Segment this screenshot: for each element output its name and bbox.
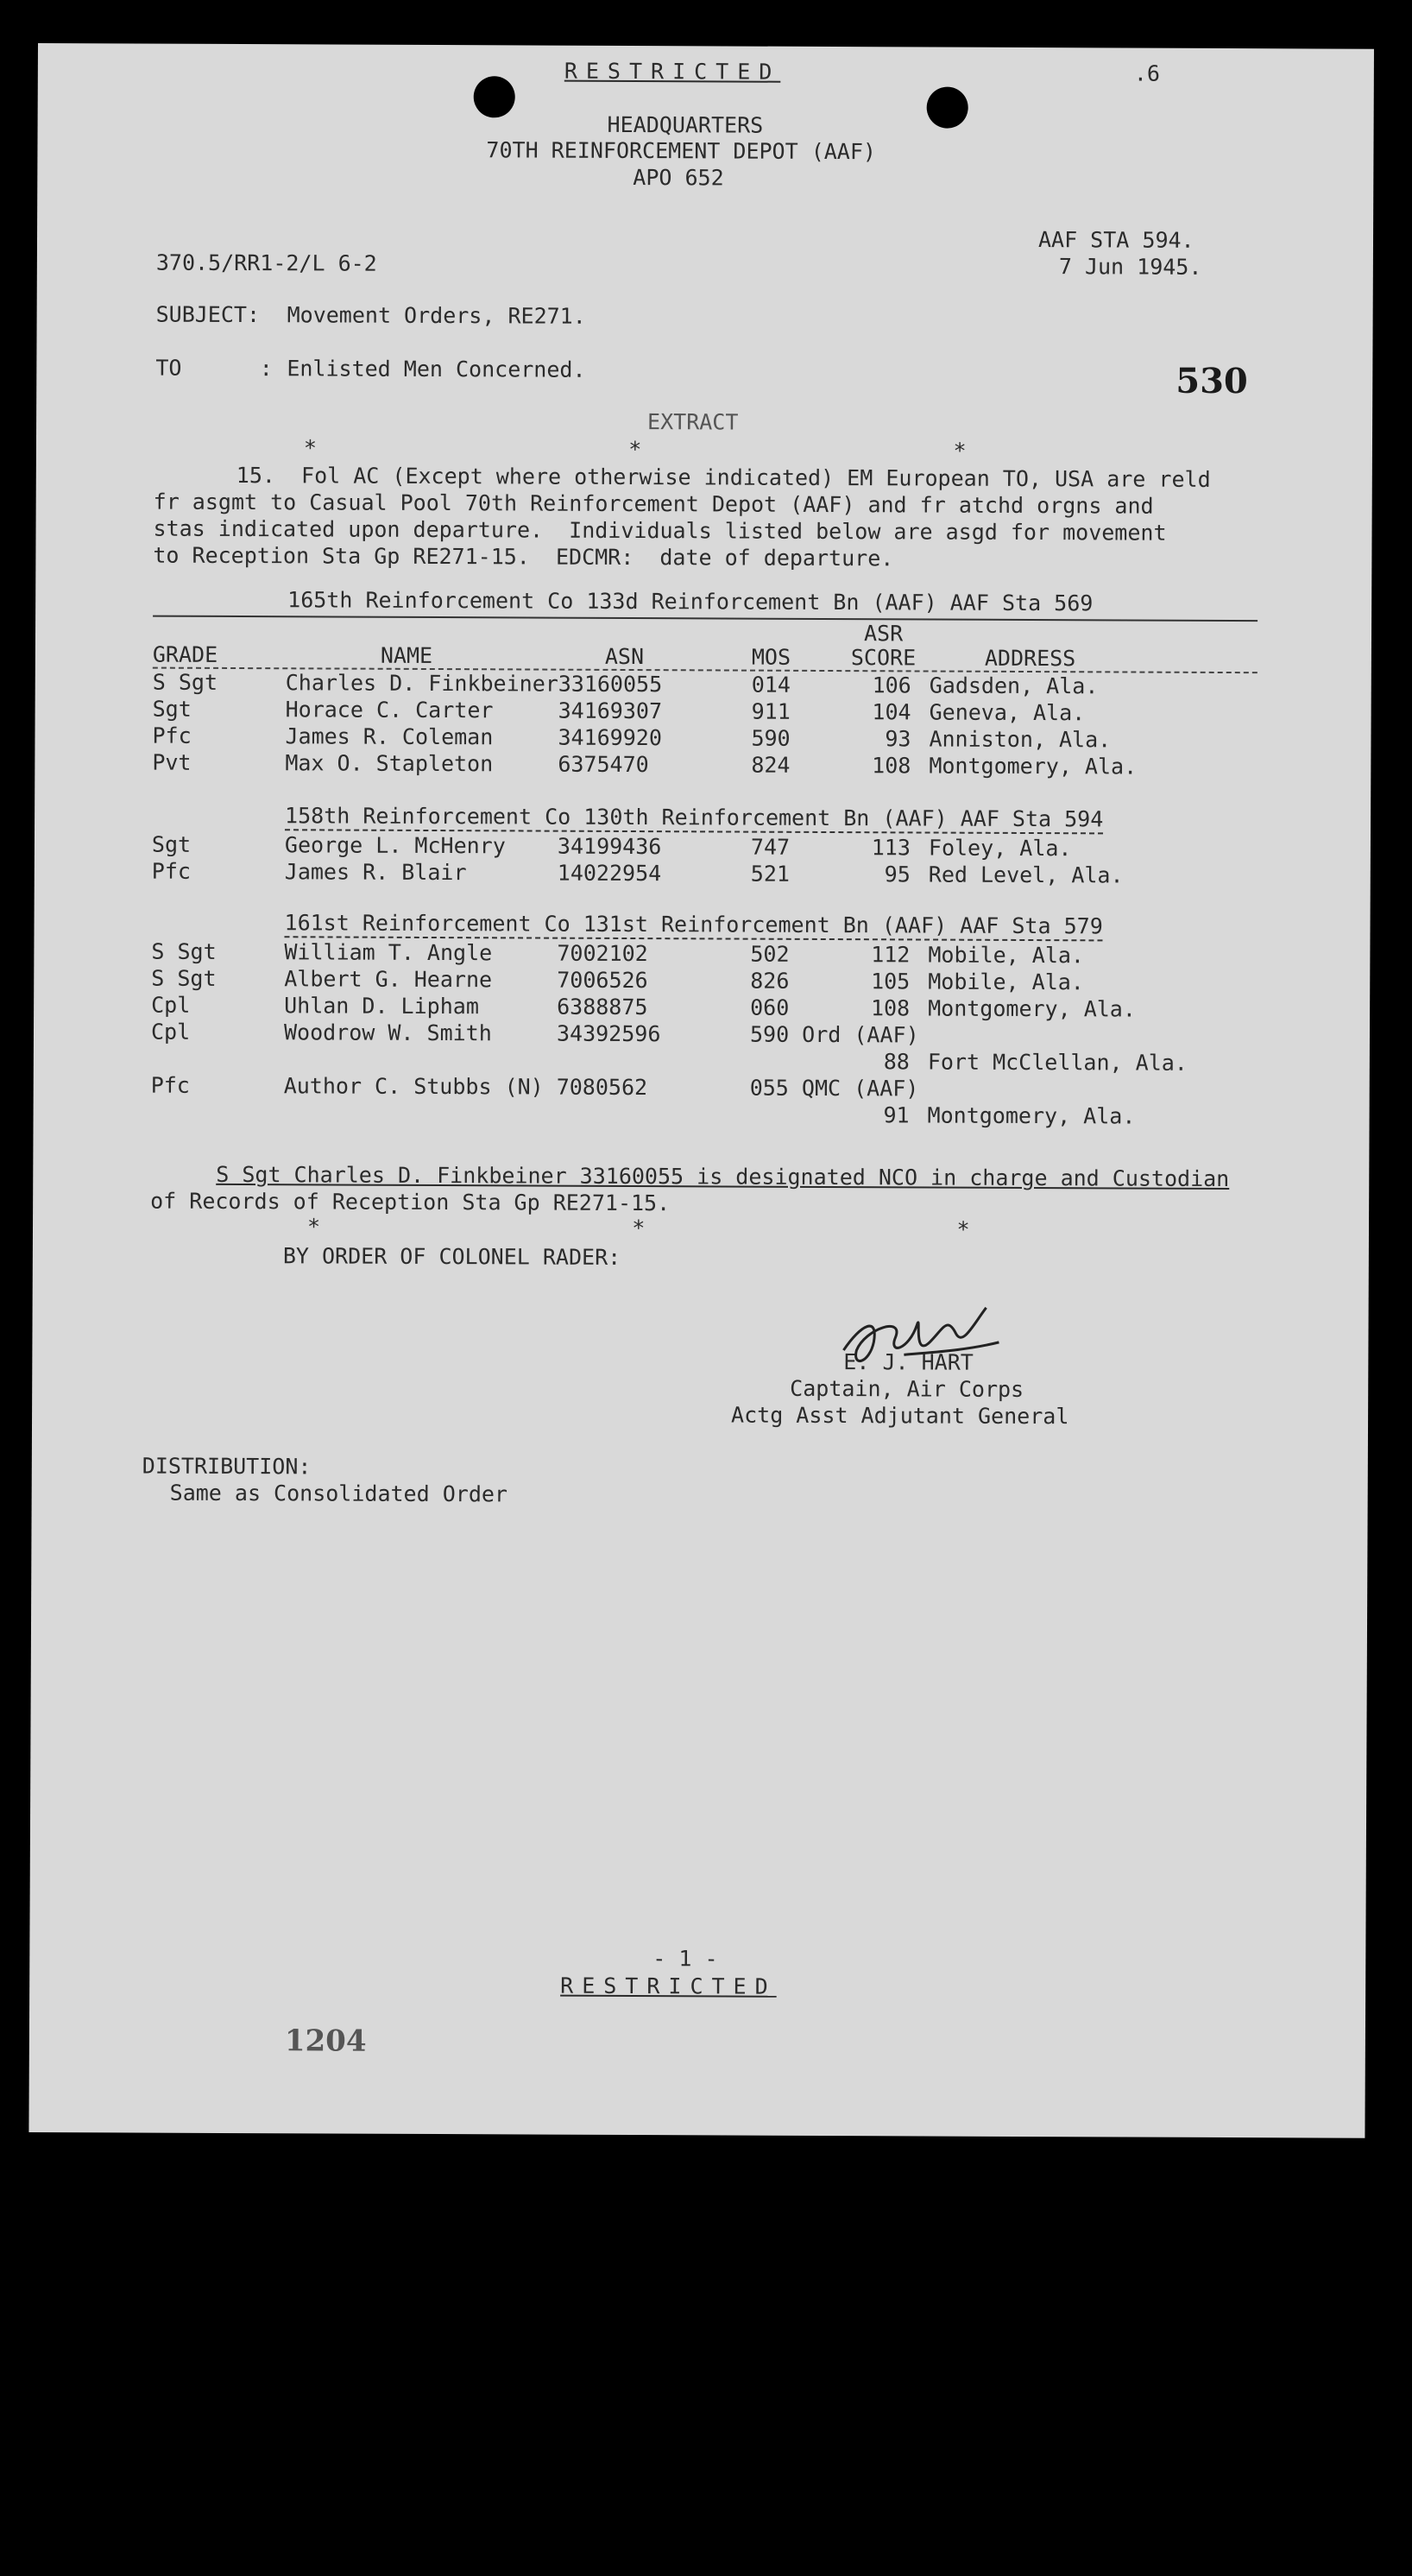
group-title: 158th Reinforcement Co 130th Reinforcement Bn (AAF) AAF Sta 594	[285, 802, 1103, 834]
page-mark: .6	[1133, 60, 1161, 86]
group-title: 161st Reinforcement Co 131st Reinforcement Bn (AAF) AAF Sta 579	[284, 909, 1102, 941]
cell-asn: 6375470	[558, 751, 649, 778]
classification-bottom: RESTRICTED	[560, 1973, 777, 1999]
signer-name: E. J. HART	[843, 1349, 974, 1375]
subject-label: SUBJECT:	[155, 301, 261, 328]
cell-grade: S Sgt	[151, 938, 217, 964]
station: AAF STA 594.	[1037, 227, 1195, 253]
cell-mos: 502	[750, 941, 790, 967]
header-asn: ASN	[604, 643, 645, 670]
cell-asn: 34199436	[557, 833, 662, 860]
cell-name: Author C. Stubbs (N)	[283, 1073, 544, 1100]
cell-address: Montgomery, Ala.	[927, 1102, 1136, 1129]
cell-name: Max O. Stapleton	[285, 750, 494, 777]
cell-grade: S Sgt	[151, 965, 217, 991]
cell-address: Mobile, Ala.	[928, 969, 1084, 995]
cell-mos: 060	[750, 994, 790, 1020]
punch-hole-left	[474, 76, 515, 117]
header-asr: ASR	[863, 621, 904, 647]
cell-mos: 590 Ord (AAF)	[749, 1021, 919, 1048]
cell-asn: 34169920	[558, 724, 662, 751]
distribution-label: DISTRIBUTION:	[142, 1453, 312, 1480]
cell-score: 88	[883, 1049, 910, 1075]
org-line-1: HEADQUARTERS	[607, 111, 764, 138]
cell-name: James R. Coleman	[285, 723, 494, 750]
cell-grade: Pvt	[152, 749, 192, 775]
cell-mos: 826	[750, 968, 790, 994]
cell-score: 108	[872, 753, 911, 779]
org-line-3: APO 652	[633, 165, 724, 191]
punch-hole-right	[927, 86, 968, 128]
cell-address: Gadsden, Ala.	[929, 672, 1099, 699]
cell-mos: 055 QMC (AAF)	[749, 1075, 919, 1102]
cell-address: Fort McClellan, Ala.	[927, 1049, 1188, 1076]
asterisks-bottom: * * *	[306, 1214, 970, 1242]
cell-grade: Pfc	[152, 723, 192, 748]
cell-score: 112	[871, 942, 911, 968]
header-mos: MOS	[751, 644, 791, 670]
table-row	[35, 748, 1371, 781]
table-row	[35, 857, 1371, 890]
header-grade: GRADE	[152, 641, 218, 667]
cell-mos: 014	[751, 672, 791, 698]
cell-address: Red Level, Ala.	[928, 862, 1124, 888]
cell-score: 106	[872, 672, 911, 698]
cell-asn: 34169307	[558, 698, 663, 724]
cell-grade: Sgt	[152, 696, 192, 722]
cell-score: 113	[871, 835, 911, 861]
cell-address: Geneva, Ala.	[929, 699, 1086, 726]
group-title: 165th Reinforcement Co 133d Reinforcement Bn (AAF) AAF Sta 569	[287, 587, 1094, 616]
cell-grade: Cpl	[150, 1019, 191, 1045]
cell-score: 105	[871, 969, 911, 994]
paragraph-line-2: fr asgmt to Casual Pool 70th Reinforcement Depot (AAF) and fr atchd orgns and	[153, 489, 1154, 519]
cell-grade: S Sgt	[152, 669, 218, 695]
header-name: NAME	[380, 642, 433, 669]
cell-score: 93	[885, 726, 911, 752]
classification-top: RESTRICTED	[564, 58, 781, 85]
cell-name: George L. McHenry	[284, 832, 506, 859]
document-page	[28, 43, 1374, 2138]
nco-line-2: of Records of Reception Sta Gp RE271-15.	[150, 1188, 671, 1216]
paragraph-line-4: to Reception Sta Gp RE271-15. EDCMR: date of departure.	[153, 542, 894, 571]
cell-name: Woodrow W. Smith	[283, 1020, 492, 1046]
corner-mark: 1204	[284, 2024, 367, 2059]
cell-name: Albert G. Hearne	[284, 966, 493, 993]
org-line-2: 70TH REINFORCEMENT DEPOT (AAF)	[486, 137, 877, 165]
to-label: TO :	[155, 355, 273, 382]
cell-grade: Cpl	[151, 992, 191, 1018]
cell-mos: 590	[751, 725, 791, 751]
cell-name: William T. Angle	[284, 939, 493, 966]
to: Enlisted Men Concerned.	[287, 356, 586, 382]
cell-asn: 7006526	[557, 967, 648, 994]
cell-score: 108	[870, 995, 911, 1021]
cell-mos: 911	[751, 698, 791, 724]
distribution: Same as Consolidated Order	[169, 1480, 508, 1507]
cell-asn: 6388875	[557, 994, 648, 1020]
table-row	[34, 1098, 1370, 1131]
by-order: BY ORDER OF COLONEL RADER:	[282, 1243, 621, 1270]
cell-mos: 747	[750, 834, 791, 860]
cell-score: 95	[884, 862, 911, 887]
extract-label: EXTRACT	[647, 409, 739, 435]
cell-name: Charles D. Finkbeiner	[285, 670, 558, 697]
cell-name: James R. Blair	[284, 859, 467, 886]
cell-grade: Pfc	[150, 1072, 190, 1098]
date: 7 Jun 1945.	[1058, 254, 1202, 280]
cell-mos: 521	[750, 861, 791, 887]
cell-address: Foley, Ala.	[928, 835, 1072, 862]
cell-name: Uhlan D. Lipham	[284, 993, 479, 1020]
signer-rank: Captain, Air Corps	[790, 1375, 1024, 1402]
cell-score: 104	[872, 699, 911, 725]
cell-address: Anniston, Ala.	[929, 726, 1112, 753]
paragraph-line-3: stas indicated upon departure. Individuals listed below are asgd for movement	[153, 515, 1167, 546]
cell-asn: 7002102	[557, 940, 648, 967]
paragraph-line-1: 15. Fol AC (Except where otherwise indicated) EM European TO, USA are reld	[236, 463, 1211, 492]
cell-asn: 34392596	[556, 1020, 661, 1047]
header-score: SCORE	[850, 645, 917, 671]
file-number: 370.5/RR1-2/L 6-2	[155, 249, 377, 276]
cell-asn: 7080562	[556, 1074, 648, 1101]
page-number: - 1 -	[652, 1946, 718, 1972]
cell-score: 91	[883, 1102, 910, 1128]
subject: Movement Orders, RE271.	[287, 302, 586, 329]
cell-asn: 14022954	[557, 860, 662, 887]
header-address: ADDRESS	[984, 645, 1076, 672]
asterisks-top: * * *	[303, 435, 967, 464]
cell-asn: 33160055	[558, 671, 663, 698]
stamp-number: 530	[1176, 360, 1248, 402]
signer-title: Actg Asst Adjutant General	[731, 1402, 1069, 1430]
nco-line-1	[216, 1161, 1229, 1192]
cell-address: Mobile, Ala.	[928, 942, 1085, 969]
nco-line-1-text: S Sgt Charles D. Finkbeiner 33160055 is designated NCO in charge and Custodian	[216, 1161, 1230, 1192]
cell-grade: Pfc	[151, 858, 192, 884]
cell-address: Montgomery, Ala.	[928, 995, 1137, 1022]
cell-mos: 824	[751, 752, 791, 778]
cell-grade: Sgt	[151, 831, 192, 857]
cell-name: Horace C. Carter	[285, 697, 494, 723]
cell-address: Montgomery, Ala.	[929, 753, 1138, 780]
